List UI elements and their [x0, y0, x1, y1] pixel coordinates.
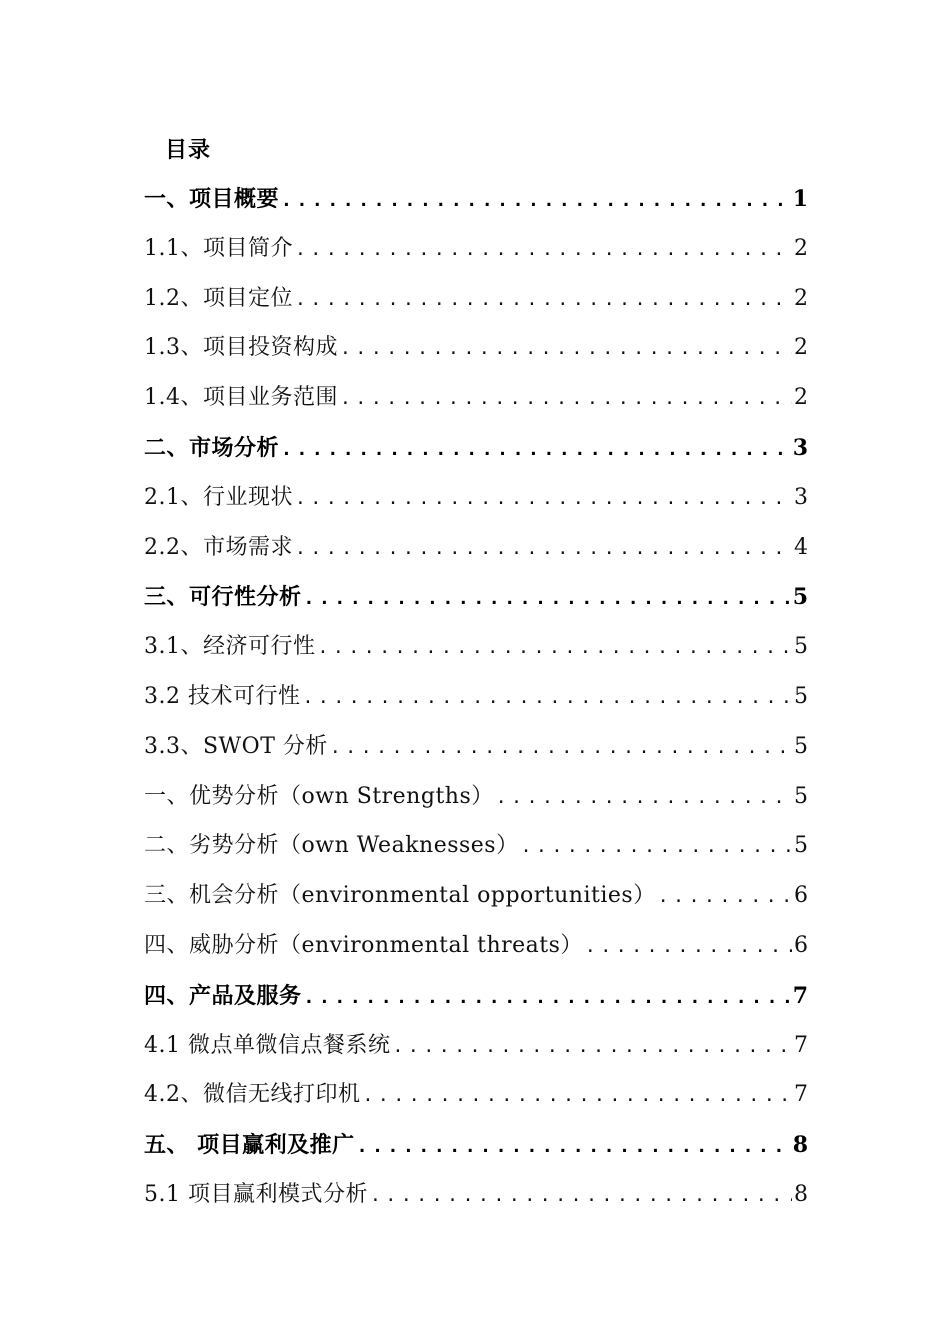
- toc-entry-text: 一、优势分析（own Strengths）: [144, 783, 494, 809]
- toc-page-number: 6: [794, 883, 808, 909]
- toc-dot-leader: [338, 381, 792, 417]
- toc-entry-text: 2.1、行业现状: [144, 484, 293, 510]
- toc-page-number: 2: [794, 235, 808, 261]
- toc-entry-text: 3.2 技术可行性: [144, 683, 301, 709]
- toc-entry-text: 五、 项目赢利及推广: [144, 1132, 355, 1159]
- toc-entry-text: 三、机会分析（environmental opportunities）: [144, 883, 656, 909]
- toc-page-number: 2: [794, 385, 808, 411]
- toc-entry-text: 1.3、项目投资构成: [144, 335, 338, 361]
- toc-page-number: 7: [792, 982, 808, 1009]
- toc-entry[interactable]: [144, 430, 808, 480]
- toc-entry[interactable]: [144, 1028, 808, 1078]
- toc-entry-text: 一、项目概要: [144, 186, 280, 212]
- toc-dot-leader: [390, 1029, 792, 1065]
- toc-page-number: 6: [794, 932, 808, 958]
- toc-entry-text: 四、威胁分析（environmental threats）: [144, 932, 583, 958]
- toc-dot-leader: [328, 730, 792, 766]
- toc-page-number: 7: [794, 1032, 808, 1058]
- toc-page-number: 2: [794, 285, 808, 311]
- toc-entry[interactable]: [144, 978, 808, 1028]
- toc-entry[interactable]: [144, 779, 808, 829]
- toc-page-number: 4: [794, 534, 808, 560]
- toc-entry-text: 4.2、微信无线打印机: [144, 1082, 361, 1108]
- toc-dot-leader: [355, 1129, 791, 1165]
- toc-page-number: 5: [794, 683, 808, 709]
- toc-title: 目录: [165, 137, 212, 163]
- toc-entry-text: 1.4、项目业务范围: [144, 385, 338, 411]
- toc-entry[interactable]: [144, 579, 808, 629]
- table-of-contents: [144, 181, 808, 1227]
- toc-entry[interactable]: [144, 330, 808, 380]
- toc-entry-text: 二、劣势分析（own Weaknesses）: [144, 833, 519, 859]
- toc-entry[interactable]: [144, 380, 808, 430]
- toc-dot-leader: [302, 581, 791, 617]
- toc-entry[interactable]: [144, 480, 808, 530]
- toc-entry-text: 1.2、项目定位: [144, 285, 293, 311]
- toc-dot-leader: [293, 282, 792, 318]
- toc-dot-leader: [302, 980, 791, 1016]
- toc-entry-text: 二、市场分析: [144, 434, 280, 461]
- toc-entry[interactable]: [144, 1127, 808, 1177]
- toc-entry[interactable]: [144, 878, 808, 928]
- toc-dot-leader: [656, 879, 792, 915]
- toc-entry[interactable]: [144, 281, 808, 331]
- toc-entry[interactable]: [144, 1077, 808, 1127]
- toc-entry-text: 四、产品及服务: [144, 982, 302, 1009]
- toc-dot-leader: [293, 531, 792, 567]
- toc-dot-leader: [279, 183, 791, 219]
- toc-entry[interactable]: [144, 729, 808, 779]
- toc-entry-text: 1.1、项目简介: [144, 235, 293, 261]
- toc-entry-text: 5.1 项目赢利模式分析: [144, 1181, 368, 1207]
- toc-dot-leader: [494, 780, 792, 816]
- toc-entry[interactable]: [144, 679, 808, 729]
- toc-entry-text: 3.1、经济可行性: [144, 634, 316, 660]
- toc-dot-leader: [361, 1078, 793, 1114]
- toc-page-number: 8: [792, 1132, 808, 1159]
- toc-entry[interactable]: [144, 231, 808, 281]
- toc-dot-leader: [583, 929, 792, 965]
- toc-page-number: 7: [794, 1082, 808, 1108]
- toc-page-number: 3: [792, 434, 808, 461]
- toc-page-number: 5: [794, 833, 808, 859]
- toc-entry-text: 2.2、市场需求: [144, 534, 293, 560]
- toc-dot-leader: [293, 232, 792, 268]
- toc-page-number: 3: [794, 484, 808, 510]
- toc-entry[interactable]: [144, 181, 808, 231]
- toc-entry[interactable]: [144, 828, 808, 878]
- toc-entry-text: 3.3、SWOT 分析: [144, 733, 328, 759]
- toc-page-number: 5: [794, 783, 808, 809]
- toc-dot-leader: [279, 432, 791, 468]
- toc-entry[interactable]: [144, 629, 808, 679]
- toc-entry-text: 4.1 微点单微信点餐系统: [144, 1032, 391, 1058]
- toc-page-number: 5: [794, 733, 808, 759]
- toc-dot-leader: [316, 630, 793, 666]
- toc-entry-text: 三、可行性分析: [144, 584, 302, 611]
- toc-dot-leader: [300, 680, 792, 716]
- toc-entry[interactable]: [144, 928, 808, 978]
- toc-entry[interactable]: [144, 1177, 808, 1227]
- toc-dot-leader: [368, 1178, 792, 1214]
- toc-page-number: 5: [792, 584, 808, 611]
- toc-page-number: 2: [794, 335, 808, 361]
- toc-entry[interactable]: [144, 530, 808, 580]
- toc-dot-leader: [293, 481, 792, 517]
- toc-dot-leader: [338, 331, 792, 367]
- toc-dot-leader: [519, 829, 792, 865]
- toc-page-number: 5: [794, 634, 808, 660]
- toc-page-number: 1: [792, 186, 808, 212]
- toc-page-number: 8: [794, 1181, 808, 1207]
